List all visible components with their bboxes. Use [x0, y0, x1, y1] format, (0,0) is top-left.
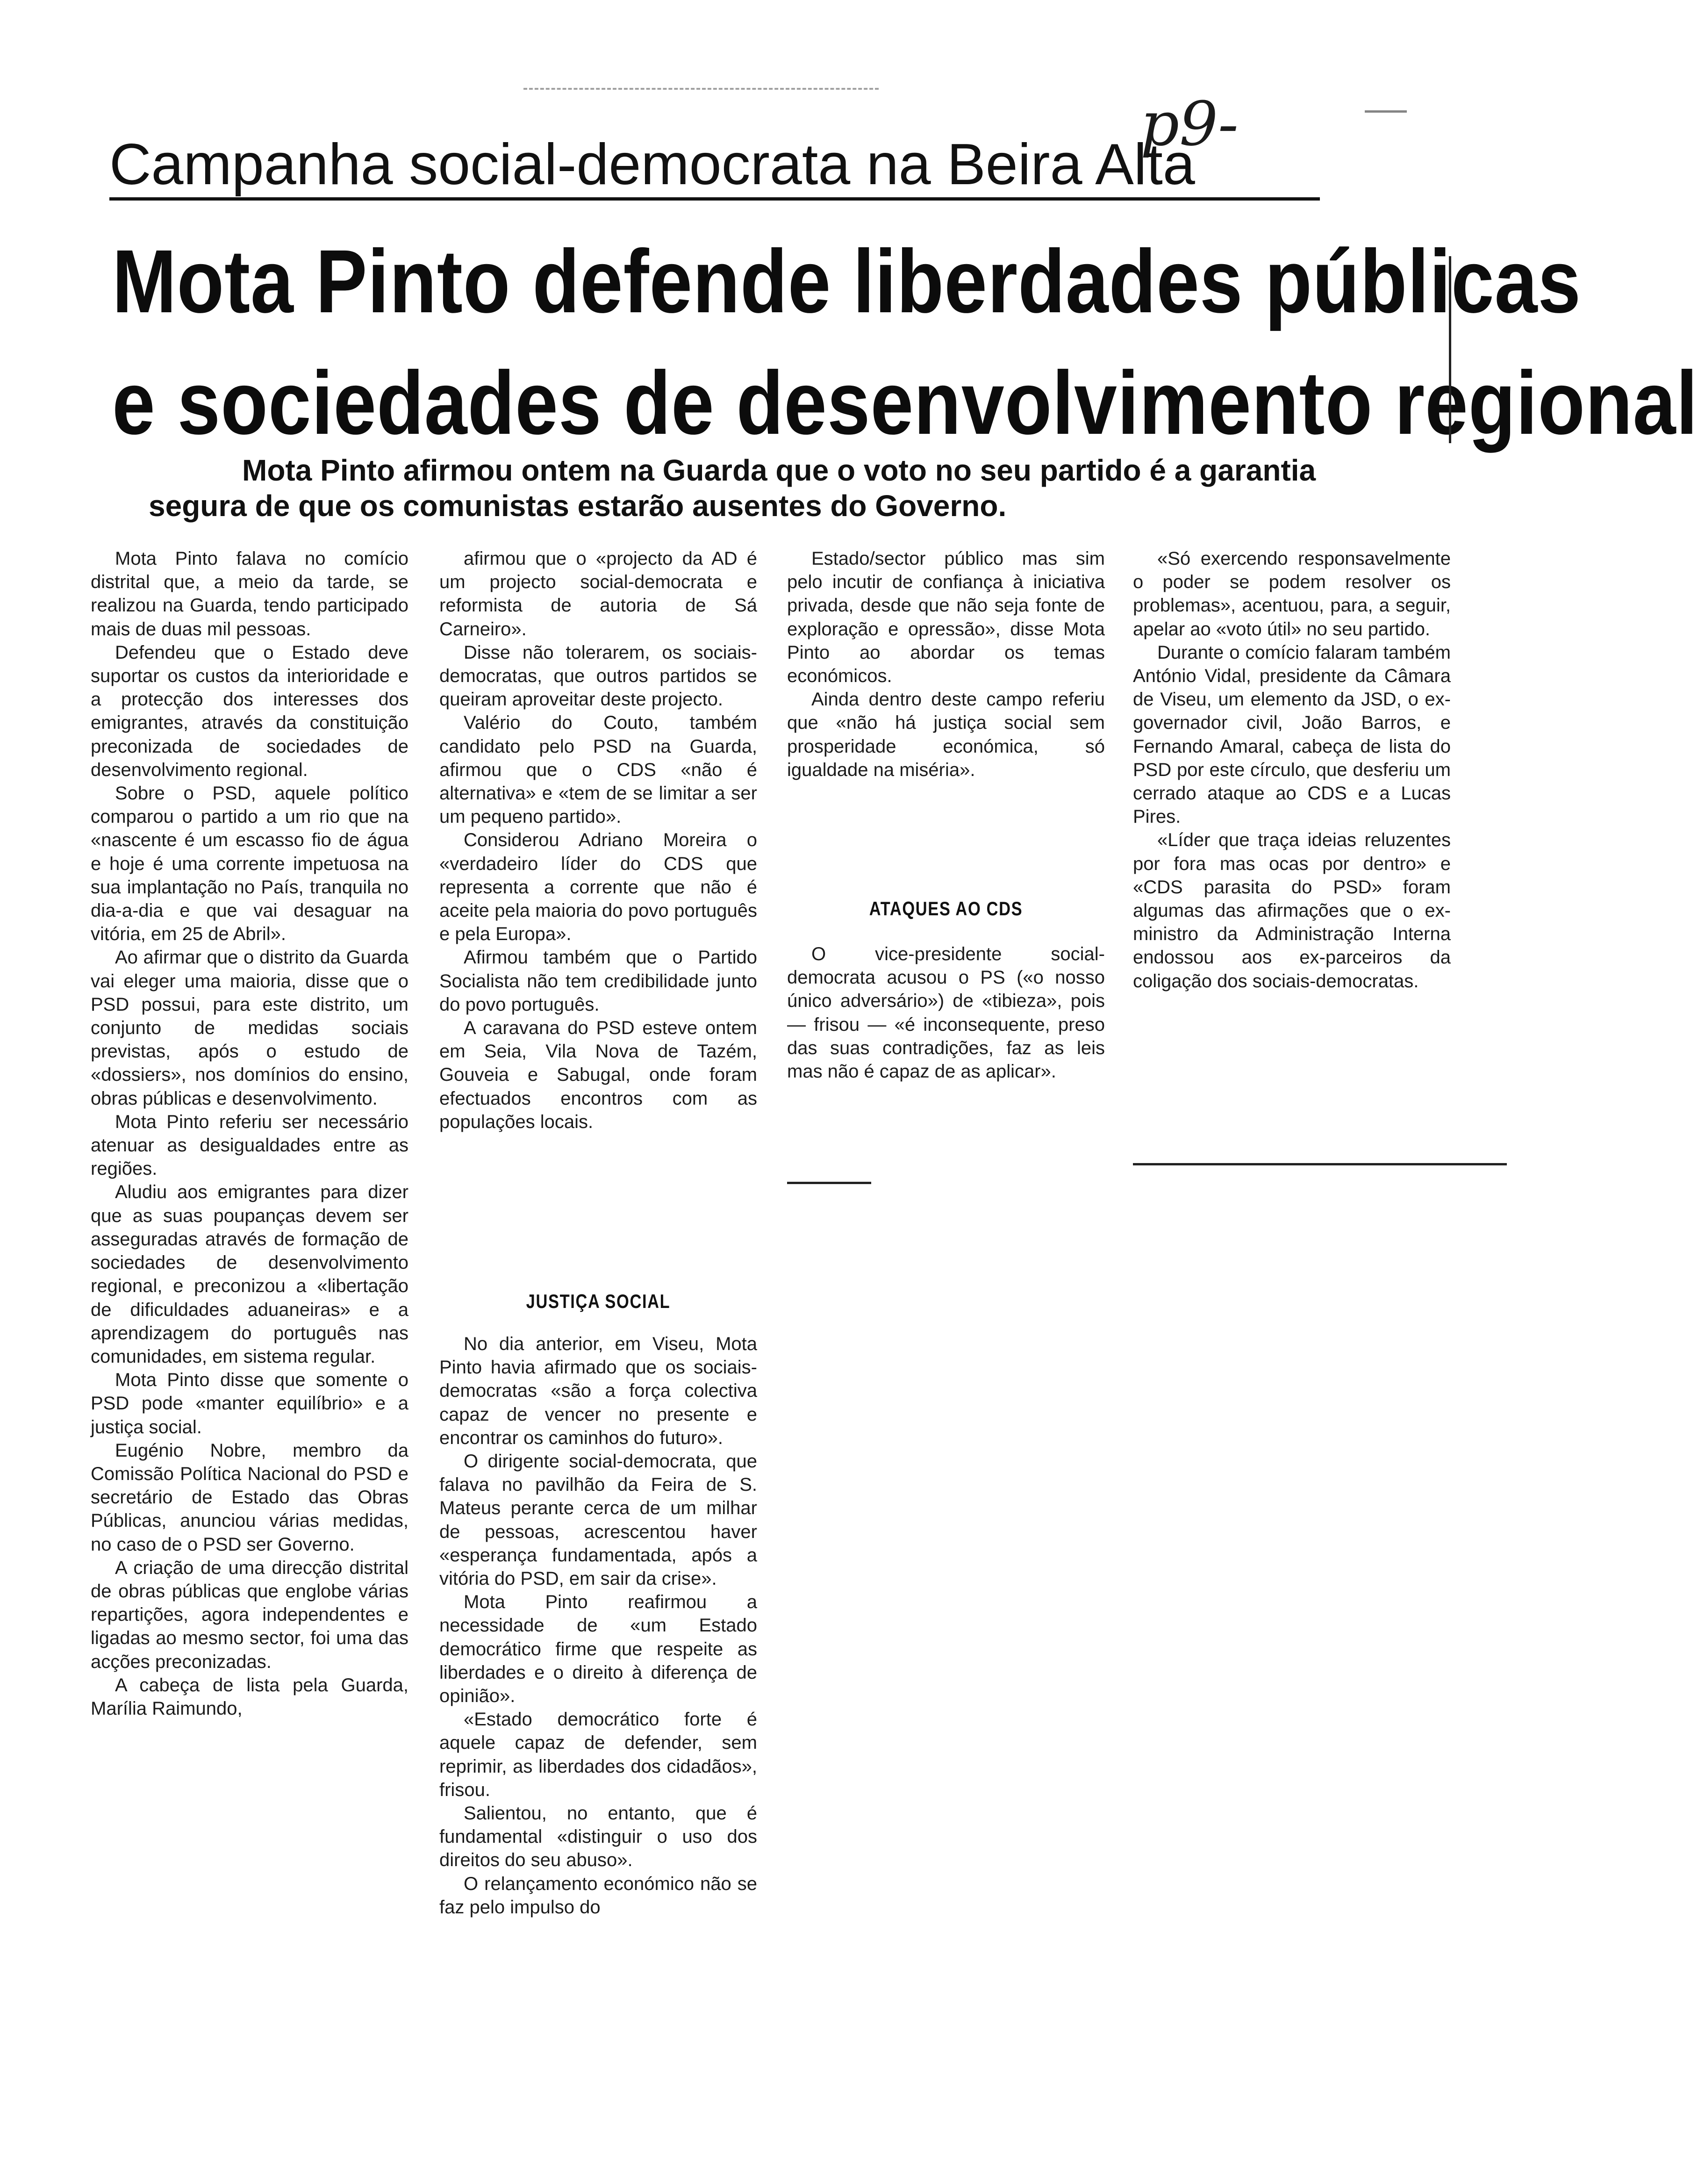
section-heading-justica-social: JUSTIÇA SOCIAL [526, 1290, 671, 1312]
subhead-line-2: segura de que os comunistas estarão ausentes do Governo. [149, 489, 1007, 523]
column-3 [787, 547, 1105, 782]
paragraph: Aludiu aos emigrantes para dizer que as suas poupanças devem ser asseguradas através de formação de sociedades de desenvolvimento regional, e preconizou a «libertação de dificuldades aduaneiras» e a aprendizagem do português nas comunidades, em sistema regular. [91, 1182, 408, 1367]
article-end-rule [1133, 1163, 1507, 1165]
paragraph: Valério do Couto, também candidato pelo PSD na Guarda, afirmou que o CDS «não é alternativa» e «tem de se limitar a ser um pequeno partido». [439, 712, 757, 827]
paragraph: A cabeça de lista pela Guarda, Marília Raimundo, [91, 1674, 408, 1719]
paragraph: Eugénio Nobre, membro da Comissão Política Nacional do PSD e secretário de Estado das Obras Públicas, anunciou várias medidas, no caso de o PSD ser Governo. [91, 1440, 408, 1555]
paragraph: O relançamento económico não se faz pelo impulso do [439, 1873, 757, 1918]
top-rule [523, 88, 879, 90]
paragraph: Sobre o PSD, aquele político comparou o partido a um rio que na «nascente é um escasso fio de água e hoje é uma corrente impetuosa na sua implantação no País, tranquila no dia-a-dia e que vai desaguar na vitória, em 25 de Abril». [91, 783, 408, 945]
column-2 [439, 547, 757, 1134]
paragraph: Disse não tolerarem, os sociais-democratas, que outros partidos se queiram aproveitar deste projecto. [439, 642, 757, 710]
paragraph: «Líder que traça ideias reluzentes por fora mas ocas por dentro» e «CDS parasita do PSD» foram algumas das afirmações que o ex-ministro da Administração Interna endossou aos ex-parceiros da coligação dos sociais-democratas. [1133, 830, 1451, 991]
paragraph: «Estado democrático forte é aquele capaz de defender, sem reprimir, as liberdades dos cidadãos», frisou. [439, 1709, 757, 1800]
headline-side-rule [1449, 256, 1451, 443]
paragraph: Ainda dentro deste campo referiu que «não há justiça social sem prosperidade económica, só igualdade na miséria». [787, 689, 1105, 780]
paragraph: Ao afirmar que o distrito da Guarda vai eleger uma maioria, disse que o PSD possui, para este distrito, um conjunto de medidas sociais previstas, após o estudo de «dossiers», nos domínios do ensino, obras públicas e desenvolvimento. [91, 947, 408, 1109]
paragraph: Estado/sector público mas sim pelo incutir de confiança à iniciativa privada, desde que não seja fonte de exploração e opressão», disse Mota Pinto ao abordar os temas económicos. [787, 548, 1105, 687]
headline [112, 221, 1698, 464]
subhead-line-1: Mota Pinto afirmou ontem na Guarda que o voto no seu partido é a garantia [242, 453, 1316, 487]
paragraph: Considerou Adriano Moreira o «verdadeiro líder do CDS que representa a corrente que não é aceite pela maioria do povo português e pela Europa». [439, 830, 757, 945]
subhead [149, 453, 1411, 524]
column-3-continued [787, 942, 1105, 1083]
paragraph: Afirmou também que o Partido Socialista não tem credibilidade junto do povo português. [439, 947, 757, 1015]
margin-dash [1365, 110, 1407, 113]
paragraph: No dia anterior, em Viseu, Mota Pinto havia afirmado que os sociais-democratas «são a força colectiva capaz de vencer no presente e encontrar os caminhos do futuro». [439, 1334, 757, 1448]
kicker: Campanha social-democrata na Beira Alta [109, 132, 1195, 197]
paragraph: «Só exercendo responsavelmente o poder se podem resolver os problemas», acentuou, para, a seguir, apelar ao «voto útil» no seu partido. [1133, 548, 1451, 639]
paragraph: Salientou, no entanto, que é fundamental «distinguir o uso dos direitos do seu abuso». [439, 1803, 757, 1871]
paragraph: Mota Pinto disse que somente o PSD pode «manter equilíbrio» e a justiça social. [91, 1370, 408, 1437]
paragraph: afirmou que o «projecto da AD é um projecto social-democrata e reformista de autoria de Sá Carneiro». [439, 548, 757, 639]
column-1 [91, 547, 408, 1720]
section-heading-ataques-ao-cds: ATAQUES AO CDS [869, 898, 1023, 920]
column-3-end-rule [787, 1182, 871, 1184]
paragraph: A criação de uma direcção distrital de obras públicas que englobe várias repartições, agora independentes e ligadas ao mesmo sector, foi uma das acções preconizadas. [91, 1557, 408, 1672]
paragraph: Mota Pinto falava no comício distrital que, a meio da tarde, se realizou na Guarda, tendo participado mais de duas mil pessoas. [91, 548, 408, 639]
handwritten-page-note: p9- [1140, 88, 1239, 159]
headline-line-2: e sociedades de desenvolvimento regional [112, 352, 1698, 453]
kicker-rule [109, 197, 1320, 201]
paragraph: O dirigente social-democrata, que falava no pavilhão da Feira de S. Mateus perante cerca de um milhar de pessoas, acrescentou haver «esperança fundamentada, após a vitória do PSD, em sair da crise». [439, 1451, 757, 1589]
paragraph: A caravana do PSD esteve ontem em Seia, Vila Nova de Tazém, Gouveia e Sabugal, onde foram efectuados encontros com as populações locais. [439, 1018, 757, 1132]
paragraph: Mota Pinto reafirmou a necessidade de «um Estado democrático firme que respeite as liberdades e o direito à diferença de opinião». [439, 1592, 757, 1707]
column-4 [1133, 547, 1451, 993]
paragraph: O vice-presidente social-democrata acusou o PS («o nosso único adversário») de «tibieza», pois — frisou — «é inconsequente, preso das suas contradições, faz as leis mas não é capaz de as aplicar». [787, 944, 1105, 1082]
paragraph: Defendeu que o Estado deve suportar os custos da interioridade e a protecção dos interesses dos emigrantes, através da constituição preconizada de sociedades de desenvolvimento regional. [91, 642, 408, 780]
column-2-continued [439, 1332, 757, 1919]
paragraph: Mota Pinto referiu ser necessário atenuar as desigualdades entre as regiões. [91, 1111, 408, 1179]
headline-line-1: Mota Pinto defende liberdades públicas [112, 231, 1581, 331]
paragraph: Durante o comício falaram também António Vidal, presidente da Câmara de Viseu, um elemento da JSD, o ex-governador civil, João Barros, e Fernando Amaral, cabeça de lista do PSD por este círculo, que desferiu um cerrado ataque ao CDS e a Lucas Pires. [1133, 642, 1451, 827]
